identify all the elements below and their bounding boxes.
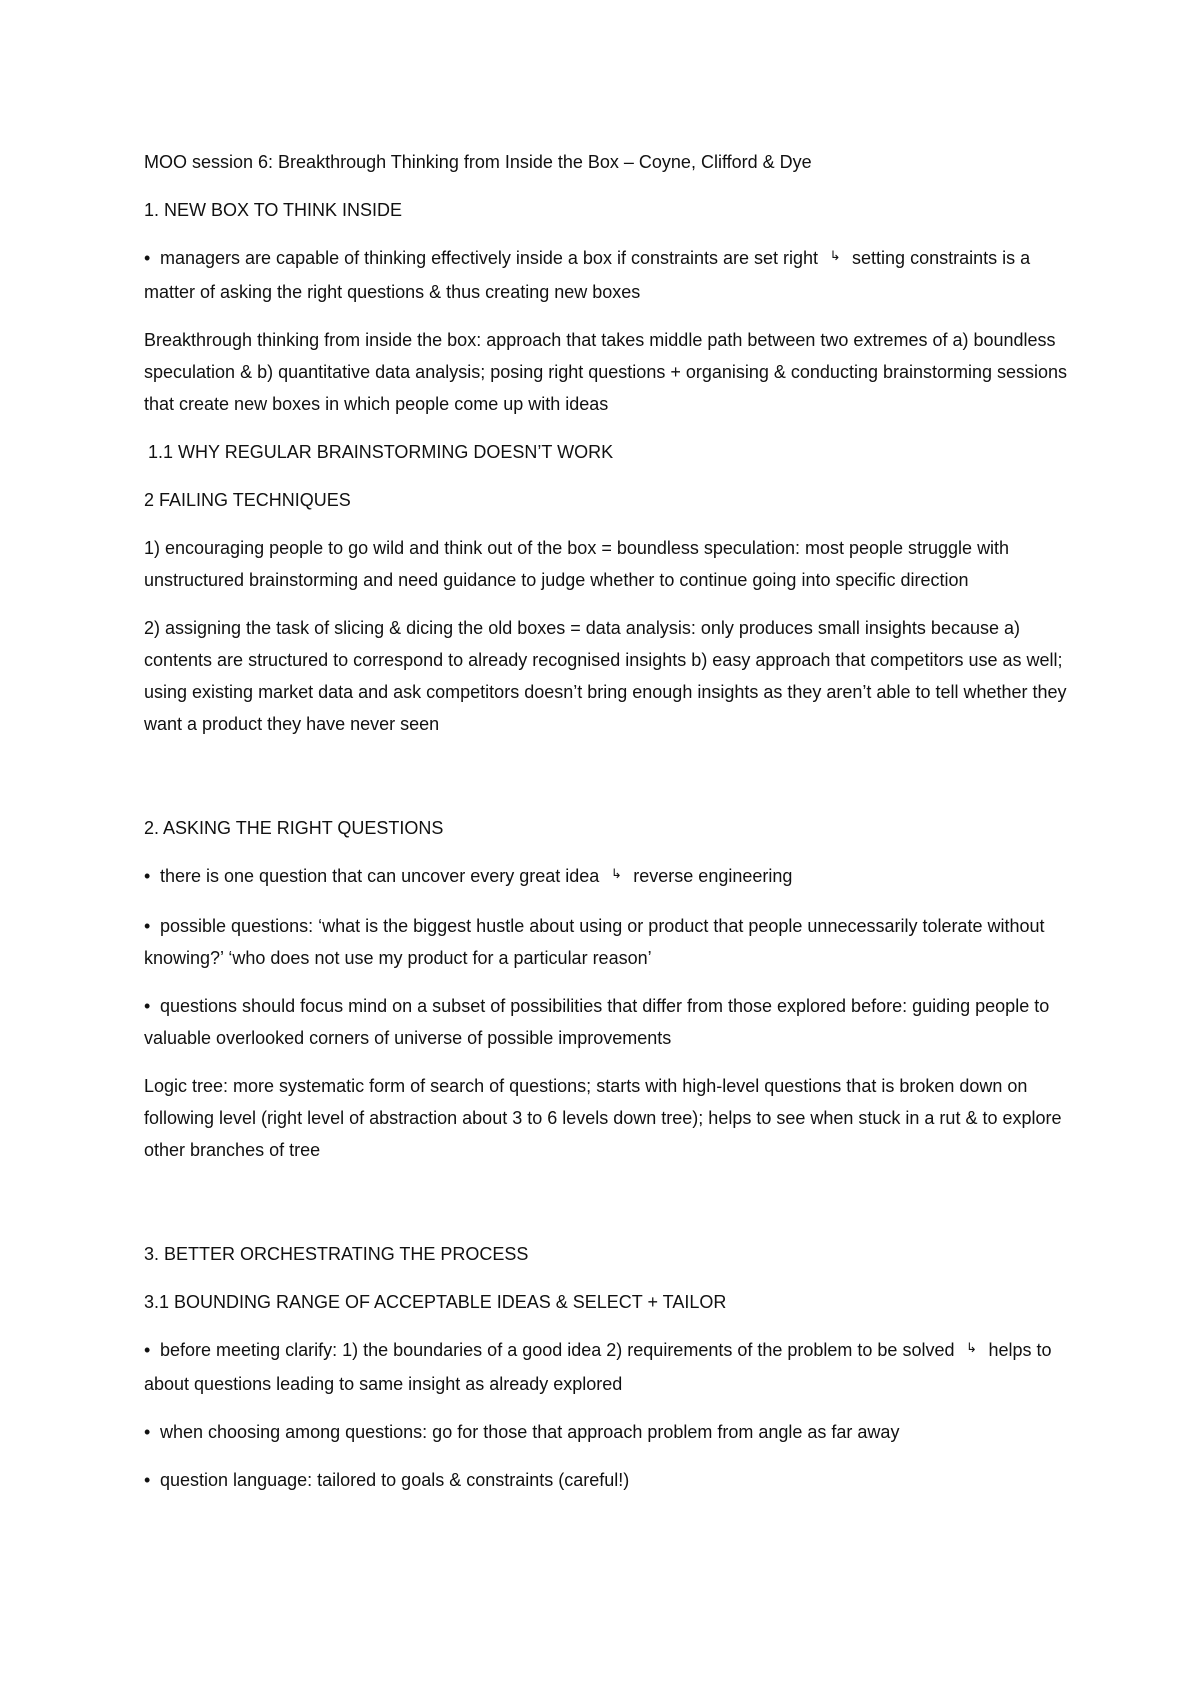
- bullet-marker: •: [144, 1422, 151, 1442]
- section-3-bullet-3: [144, 1464, 1074, 1496]
- bullet-text: questions should focus mind on a subset of possibilities that differ from those explored before: guiding people to valuable overlooked corners of universe of possible improvements: [144, 996, 1050, 1048]
- bullet-text-part-a: managers are capable of thinking effectively inside a box if constraints are set right: [160, 248, 819, 268]
- section-2-bullet-1: [144, 860, 1074, 894]
- section-1-1-heading: 1.1 WHY REGULAR BRAINSTORMING DOESN’T WORK: [148, 442, 614, 462]
- section-1-paragraph: Breakthrough thinking from inside the box: approach that takes middle path between two extremes of a) boundless speculation & b) quantitative data analysis; posing right questions + organising & conducting brainstorming sessions that create new boxes in which people come up with ideas: [144, 330, 1068, 414]
- failing-technique-1: 1) encouraging people to go wild and think out of the box = boundless speculation: most people struggle with unstructured brainstorming and need guidance to judge whether to continue going into specific direction: [144, 538, 1010, 590]
- failing-techniques-heading: 2 FAILING TECHNIQUES: [144, 490, 351, 510]
- section-2-paragraph: Logic tree: more systematic form of search of questions; starts with high-level questions that is broken down on following level (right level of abstraction about 3 to 6 levels down tree); helps to see when stuck in a rut & to explore other branches of tree: [144, 1076, 1062, 1160]
- bullet-marker: •: [144, 996, 151, 1016]
- bullet-marker: •: [144, 1340, 151, 1360]
- bullet-text: question language: tailored to goals & constraints (careful!): [160, 1470, 630, 1490]
- bullet-text-part-a: there is one question that can uncover every great idea: [160, 866, 600, 886]
- document-page: [144, 146, 1074, 1496]
- section-2-bullet-2: [144, 910, 1074, 974]
- section-3-bullet-2: [144, 1416, 1074, 1448]
- section-3-1-heading: 3.1 BOUNDING RANGE OF ACCEPTABLE IDEAS & SELECT + TAILOR: [144, 1292, 727, 1312]
- bullet-marker: •: [144, 1470, 151, 1490]
- document-title: MOO session 6: Breakthrough Thinking from Inside the Box – Coyne, Clifford & Dye: [144, 152, 812, 172]
- bullet-text-part-b: setting constraints is a matter of asking the right questions & thus creating new boxes: [144, 248, 1031, 302]
- arrow-icon: ↳: [610, 866, 622, 881]
- bullet-text-part-b: helps to about questions leading to same insight as already explored: [144, 1340, 1052, 1394]
- bullet-text-part-a: before meeting clarify: 1) the boundaries of a good idea 2) requirements of the problem to be solved: [160, 1340, 955, 1360]
- bullet-text-part-b: reverse engineering: [633, 866, 793, 886]
- section-2-bullet-3: [144, 990, 1074, 1054]
- arrow-icon: ↳: [966, 1340, 977, 1355]
- section-1-heading: 1. NEW BOX TO THINK INSIDE: [144, 200, 403, 220]
- section-3-bullet-1: [144, 1334, 1074, 1400]
- bullet-text: when choosing among questions: go for those that approach problem from angle as far away: [160, 1422, 900, 1442]
- section-3-heading: 3. BETTER ORCHESTRATING THE PROCESS: [144, 1244, 529, 1264]
- failing-technique-2: 2) assigning the task of slicing & dicing the old boxes = data analysis: only produces small insights because a) contents are structured to correspond to already recognised insights b) easy approach that competitors use as well; using existing market data and ask competitors doesn’t bring enough insights as they aren’t able to tell whether they want a product they have never seen: [144, 618, 1067, 734]
- bullet-text: possible questions: ‘what is the biggest hustle about using or product that people unnecessarily tolerate without knowing?’ ‘who does not use my product for a particular reason’: [144, 916, 1045, 968]
- section-1-bullet-1: [144, 242, 1074, 308]
- bullet-marker: •: [144, 916, 151, 936]
- bullet-marker: •: [144, 248, 151, 268]
- section-2-heading: 2. ASKING THE RIGHT QUESTIONS: [144, 818, 444, 838]
- bullet-marker: •: [144, 866, 151, 886]
- arrow-icon: ↳: [829, 248, 841, 263]
